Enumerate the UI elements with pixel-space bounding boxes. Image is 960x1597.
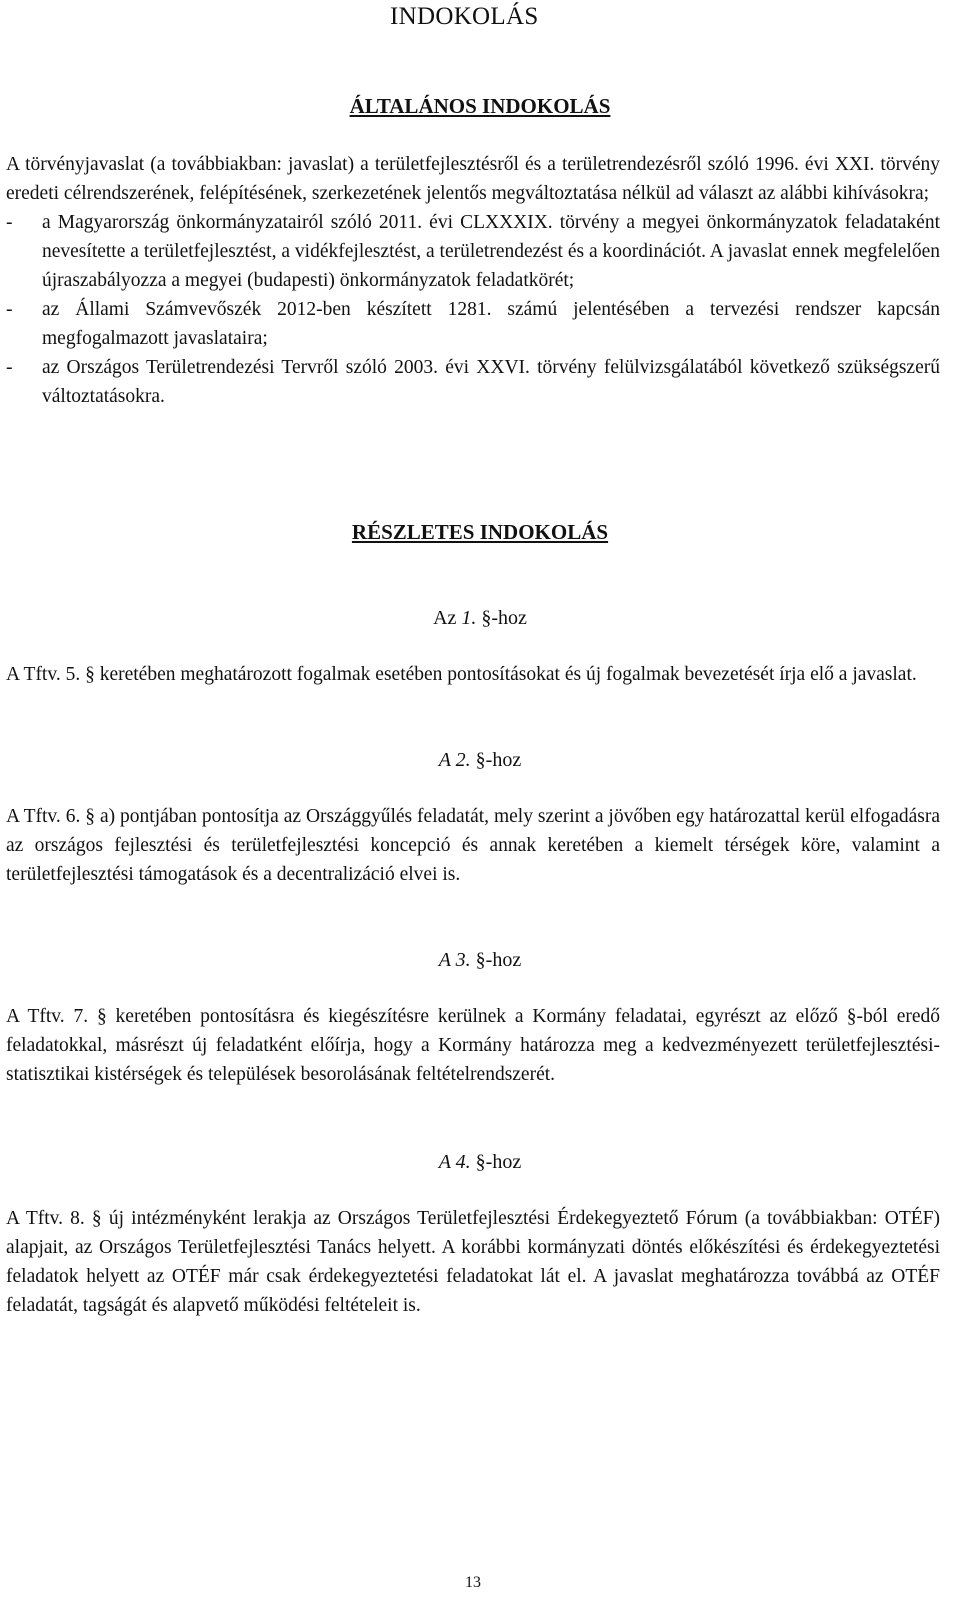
general-reasoning-block (6, 150, 940, 411)
section-heading-prefix: Az (433, 607, 462, 629)
section-number: 1. (461, 607, 477, 629)
section-body (6, 1002, 940, 1089)
document-title: INDOKOLÁS (390, 3, 539, 30)
general-heading: ÁLTALÁNOS INDOKOLÁS (349, 94, 611, 118)
section-heading (0, 1148, 960, 1177)
list-item (6, 295, 940, 353)
section-body (6, 802, 940, 889)
section-heading (0, 946, 960, 975)
section-heading (0, 604, 960, 633)
section-heading-suffix: §-hoz (476, 607, 527, 629)
list-item (6, 353, 940, 411)
detailed-heading: RÉSZLETES INDOKOLÁS (351, 520, 609, 544)
section-text: A Tftv. 8. § új intézményként lerakja az Országos Területfejlesztési Érdekegyeztető Fórum (a továbbiakban: OTÉF) alapjait, az Országos Területfejlesztési Tanács helyett. A korábbi kormányzati döntés előkészítési és érdekegyeztetési feladatok helyett az OTÉF már csak érdekegyeztetési feladatokat lát el. A javaslat meghatározza továbbá az OTÉF feladatát, tagságát és alapvető működési feltételeit is. (6, 1208, 940, 1316)
list-item-text: az Országos Területrendezési Tervről szóló 2003. évi XXVI. törvény felülvizsgálatából következő szükségszerű változtatásokra. (42, 357, 940, 407)
intro-paragraph: A törvényjavaslat (a továbbiakban: javaslat) a területfejlesztésről és a területrendezésről szóló 1996. évi XXI. törvény eredeti célrendszerének, felépítésének, szerkezetének jelentős megváltoztatása nélkül ad választ az alábbi kihívásokra; (6, 154, 940, 204)
list-item (6, 208, 940, 295)
section-text: A Tftv. 7. § keretében pontosításra és kiegészítésre kerülnek a Kormány feladatai, egyrészt az előző §-ból eredő feladatokkal, másrészt új feladatként előírja, hogy a Kormány határozza meg a kedvezményezett területfejlesztési-statisztikai kistérségek és települések besorolásának feltételrendszerét. (6, 1006, 940, 1085)
section-heading-suffix: §-hoz (470, 749, 522, 771)
section-heading (0, 746, 960, 775)
page-number: 13 (465, 1574, 481, 1591)
section-text: A Tftv. 6. § a) pontjában pontosítja az Országgyűlés feladatát, mely szerint a jövőben egy határozattal kerül elfogadásra az országos fejlesztési és területfejlesztési koncepció és annak keretében a kiemelt térségek köre, valamint a területfejlesztési támogatások és a decentralizáció elvei is. (6, 806, 940, 885)
section-heading-suffix: §-hoz (470, 1151, 522, 1173)
section-number: A 4. (438, 1151, 471, 1173)
section-heading-suffix: §-hoz (470, 949, 522, 971)
section-text: A Tftv. 5. § keretében meghatározott fogalmak esetében pontosításokat és új fogalmak bevezetését írja elő a javaslat. (6, 664, 917, 685)
list-item-text: az Állami Számvevőszék 2012-ben készített 1281. számú jelentésében a tervezési rendszer kapcsán megfogalmazott javaslataira; (42, 299, 940, 349)
section-body (6, 1204, 940, 1320)
list-dash: - (6, 212, 13, 233)
section-number: A 2. (438, 749, 471, 771)
list-dash: - (6, 357, 13, 378)
section-number: A 3. (438, 949, 471, 971)
list-item-text: a Magyarország önkormányzatairól szóló 2011. évi CLXXXIX. törvény a megyei önkormányzatok feladataként nevesítette a területfejlesztést, a vidékfejlesztést, a területrendezést és a koordinációt. A javaslat ennek megfelelően újraszabályozza a megyei (budapesti) önkormányzatok feladatkörét; (42, 212, 940, 291)
section-body (6, 660, 940, 689)
list-dash: - (6, 299, 13, 320)
